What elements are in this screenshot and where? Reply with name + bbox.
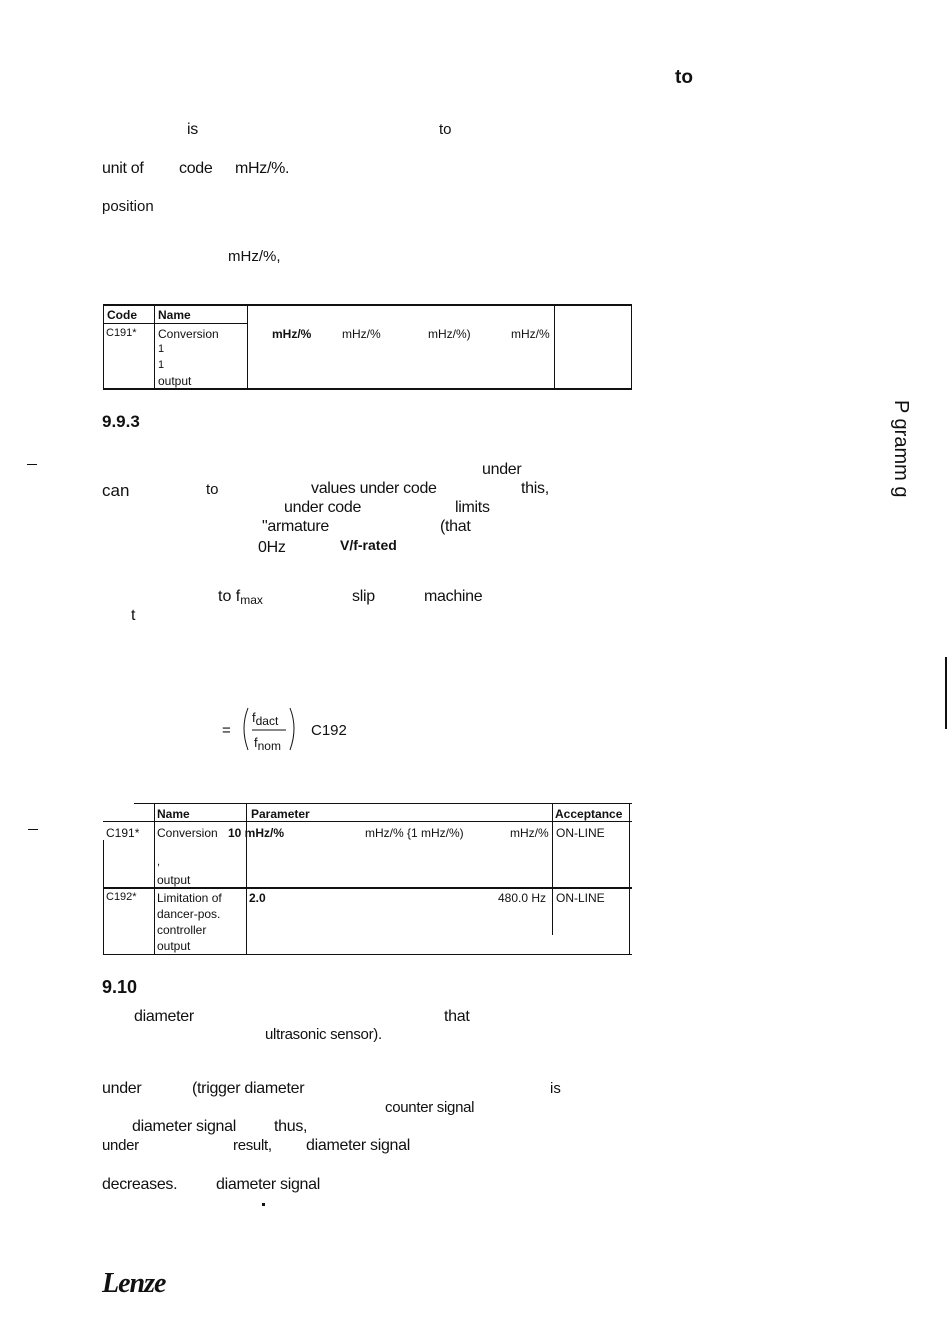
text-fragment: diameter signal [132,1118,237,1135]
text-fragment: t [131,607,136,624]
text-fragment: is [550,1080,561,1097]
text-fragment: 0Hz [258,539,286,556]
table-border [154,803,155,955]
table-cell-name: Conversion [158,327,219,341]
table-cell-name: 1 [158,359,165,371]
text-fragment: (trigger diameter [192,1080,305,1097]
table-cell-name: controller [157,923,207,937]
text-fragment: (that [440,518,471,535]
table-border [103,388,632,390]
formula-code: C192 [311,722,347,739]
table-cell-name: Limitation of [157,891,222,905]
table-border [629,803,630,955]
text-fragment: under [482,461,522,478]
text-fragment: limits [455,499,490,516]
table-cell-name: , [157,856,161,868]
table-cell-name: 1 [158,343,165,355]
table-border [554,304,555,389]
table-cell-code: C191* [106,327,137,339]
text-fragment: diameter [134,1008,194,1025]
text-fragment: under [102,1137,139,1154]
text-fragment: unit of [102,160,144,177]
table-cell-param: mHz/% [342,327,381,341]
margin-mark [28,829,38,830]
table-border [103,323,247,324]
table-cell-param: 10 mHz/% [228,826,285,840]
column-header-name: Name [158,308,191,322]
column-header-name: Name [157,807,190,821]
table-cell-param: mHz/% [510,826,549,840]
text-fragment: position [102,198,154,215]
text-fragment: is [187,121,198,138]
text-fragment: counter signal [385,1099,475,1116]
text-fragment: result, [233,1137,272,1154]
table-cell-name: dancer-pos. [157,907,221,921]
table-cell-name: output [157,939,191,953]
table-cell-param: mHz/% {1 mHz/%) [365,826,464,840]
table-cell-param: 480.0 Hz [498,891,547,905]
table-border [247,304,248,389]
text-fragment: this, [521,480,549,497]
table-border [103,954,632,955]
text-fragment: ultrasonic sensor). [265,1026,382,1043]
section-number: 9.10 [102,977,138,997]
column-header-acceptance: Acceptance [555,807,623,821]
text-fragment: thus, [274,1118,308,1135]
table-cell-code: C192* [106,891,137,903]
table-cell-param: 2.0 [249,891,266,905]
dot-mark [262,1203,265,1206]
column-header-parameter: Parameter [251,807,310,821]
text-fragment: that [444,1008,470,1025]
text-fragment: to [206,481,219,498]
text-fragment: diameter signal [216,1176,321,1193]
table-border [103,304,632,306]
formula-denominator: fnom [254,735,281,753]
table-cell-param: mHz/%) [428,327,471,341]
table-border [154,304,155,389]
table-border [103,304,104,389]
table-cell-name: output [157,873,191,887]
text-fragment: can [102,481,130,500]
table-border [552,803,553,935]
text-fragment: mHz/%. [235,160,290,177]
lenze-logo: Lenze [102,1268,166,1299]
text-fragment: values under code [311,480,437,497]
text-fragment: mHz/%, [228,248,281,265]
text-fragment: "armature [262,518,330,535]
text-fragment: under [102,1080,142,1097]
text-fragment: to $f_{max}$ [218,588,263,607]
table-cell-code: C191* [106,826,140,840]
text-fragment: slip [352,588,375,605]
table-border [134,803,154,804]
side-tab-bar [945,657,947,729]
text-fragment: under code [284,499,362,516]
table-cell-acceptance: ON-LINE [556,826,605,840]
table-cell-acceptance: ON-LINE [556,891,605,905]
text-fragment: V/f-rated [340,537,397,553]
formula-numerator: fdact [252,710,279,728]
table-cell-param: mHz/% [272,327,312,341]
text-fragment: diameter signal [306,1137,411,1154]
text-fragment: machine [424,588,483,605]
formula-equals: = [222,722,231,739]
header-word: to [675,67,693,88]
table-border [103,840,104,955]
table-cell-name: Conversion [157,826,218,840]
text-fragment: code [179,160,213,177]
section-number: 9.9.3 [102,412,140,431]
text-fragment: to [439,121,452,138]
table-border [631,304,632,389]
table-border [154,803,632,804]
table-cell-name: output [158,374,192,388]
margin-mark [27,464,37,465]
column-header-code: Code [107,308,137,322]
table-cell-param: mHz/% [511,327,550,341]
text-fragment: decreases. [102,1176,178,1193]
side-tab-label: P gramm g [890,400,912,498]
